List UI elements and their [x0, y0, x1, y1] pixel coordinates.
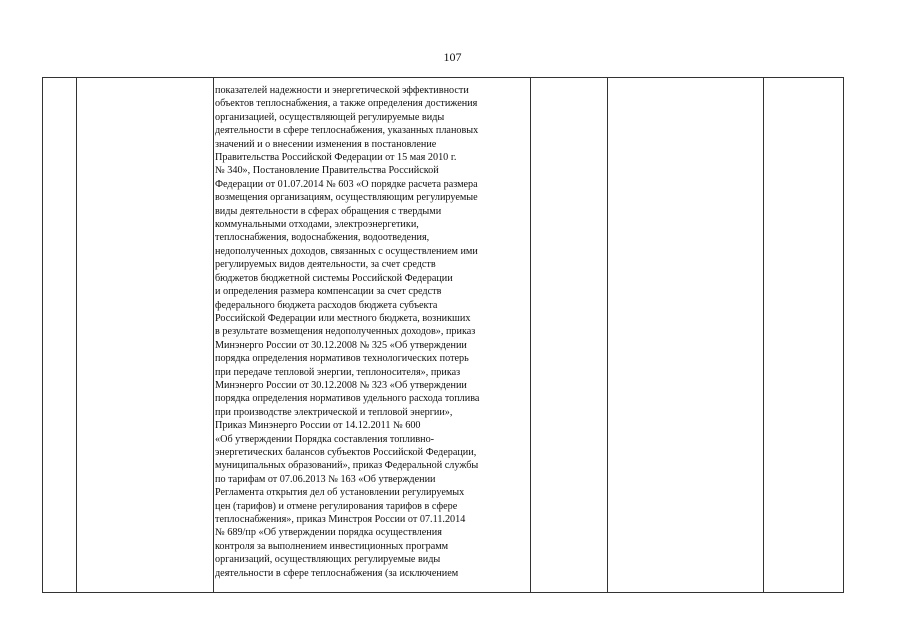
column-divider	[213, 78, 214, 592]
page-number: 107	[443, 50, 462, 64]
text-line: при производстве электрической и тепловой энергии»,	[215, 406, 453, 418]
text-line: цен (тарифов) и отмене регулирования тарифов в сфере	[215, 500, 458, 512]
text-line: федерального бюджета расходов бюджета субъекта	[215, 299, 438, 311]
text-line: Российской Федерации или местного бюджета, возникших	[215, 312, 471, 324]
column-divider	[763, 78, 764, 592]
text-line: Правительства Российской Федерации от 15 мая 2010 г.	[215, 152, 457, 164]
text-line: «Об утверждении Порядка составления топливно-	[215, 433, 435, 445]
text-line: Минэнерго России от 30.12.2008 № 325 «Об утверждении	[215, 339, 467, 351]
text-line: № 340», Постановление Правительства Российской	[215, 165, 439, 177]
text-line: и определения размера компенсации за счет средств	[215, 286, 442, 298]
text-line: Приказ Минэнерго России от 14.12.2011 № 600	[215, 420, 421, 432]
text-line: в результате возмещения недополученных доходов», приказ	[215, 326, 476, 338]
text-line: деятельности в сфере теплоснабжения, указанных плановых	[215, 125, 479, 137]
text-line: недополученных доходов, связанных с осуществлением ими	[215, 245, 478, 257]
text-line: контроля за выполнением инвестиционных программ	[215, 540, 449, 552]
table-cell-text	[215, 84, 533, 580]
text-line: показателей надежности и энергетической эффективности	[215, 85, 469, 96]
column-divider	[607, 78, 608, 592]
text-line: муниципальных образований», приказ Федеральной службы	[215, 460, 479, 472]
text-line: энергетических балансов субъектов Российской Федерации,	[215, 446, 477, 458]
text-line: № 689/пр «Об утверждении порядка осуществления	[215, 527, 442, 539]
text-line: теплоснабжения, водоснабжения, водоотведения,	[215, 232, 430, 244]
text-line: порядка определения нормативов удельного расхода топлива	[215, 393, 480, 405]
text-line: возмещения организациям, осуществляющим регулируемые	[215, 192, 478, 204]
text-line: Минэнерго России от 30.12.2008 № 323 «Об утверждении	[215, 379, 467, 391]
text-line: коммунальными отходами, электроэнергетики,	[215, 219, 419, 231]
text-line: организаций, осуществляющих регулируемые виды	[215, 554, 441, 566]
text-line: регулируемых видов деятельности, за счет средств	[215, 259, 436, 271]
text-line: Регламента открытия дел об установлении регулируемых	[215, 487, 465, 499]
text-line: порядка определения нормативов технологических потерь	[215, 353, 469, 365]
text-line: деятельности в сфере теплоснабжения (за исключением	[215, 567, 459, 579]
text-line: при передаче тепловой энергии, теплоносителя», приказ	[215, 366, 461, 378]
text-line: по тарифам от 07.06.2013 № 163 «Об утверждении	[215, 473, 436, 485]
column-divider	[76, 78, 77, 592]
text-line: объектов теплоснабжения, а также определения достижения	[215, 98, 478, 110]
text-line: бюджетов бюджетной системы Российской Федерации	[215, 272, 453, 284]
text-line: Федерации от 01.07.2014 № 603 «О порядке расчета размера	[215, 178, 478, 190]
text-line: виды деятельности в сферах обращения с твердыми	[215, 205, 442, 217]
text-line: теплоснабжения», приказ Минстроя России от 07.11.2014	[215, 514, 466, 525]
text-line: организацией, осуществляющей регулируемые виды	[215, 111, 445, 123]
text-line: значений и о внесении изменения в постановление	[215, 138, 437, 150]
document-table	[42, 77, 844, 593]
